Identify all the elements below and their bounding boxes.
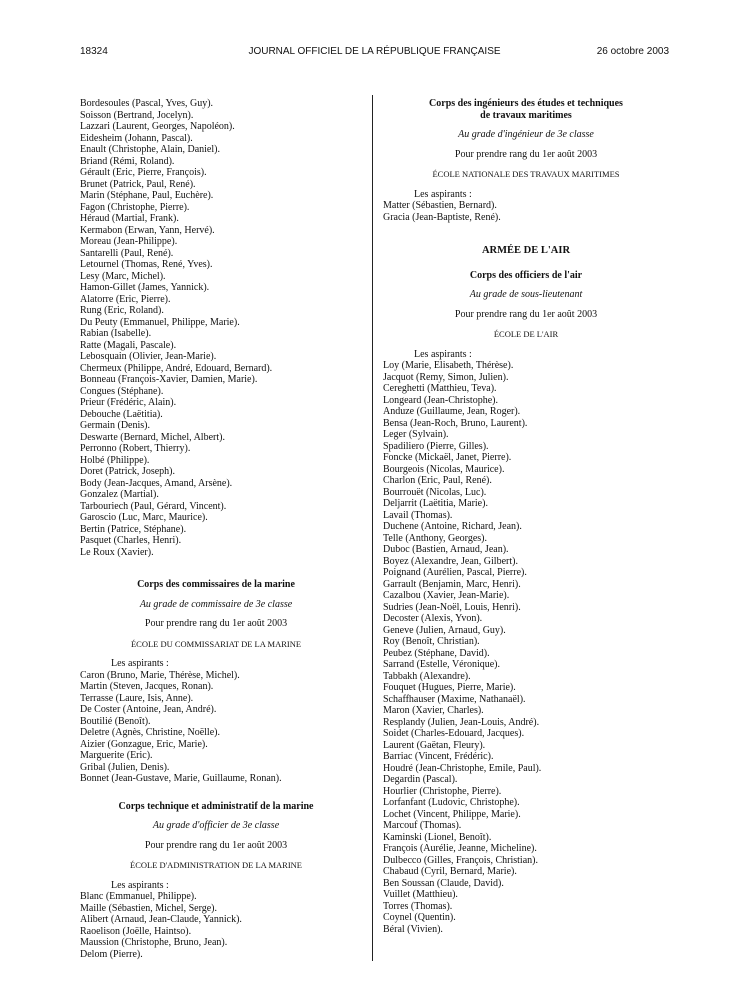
aspirants-label: Les aspirants : bbox=[414, 348, 472, 360]
name-entry: Loy (Marie, Elisabeth, Thérèse). bbox=[383, 360, 514, 371]
name-entry: Body (Jean-Jacques, Amand, Arsène). bbox=[80, 477, 233, 489]
name-entry: Ben Soussan (Claude, David). bbox=[383, 877, 504, 889]
name-entry: Lesy (Marc, Michel). bbox=[80, 270, 166, 282]
name-entry: Béral (Vivien). bbox=[383, 923, 443, 935]
name-entry: Lebosquain (Olivier, Jean-Marie). bbox=[80, 351, 217, 362]
section-title-commissaires: Corps des commissaires de la marine bbox=[137, 579, 295, 590]
name-entry: Chabaud (Cyril, Bernard, Marie). bbox=[383, 866, 517, 877]
name-entry: Dulbecco (Gilles, François, Christian). bbox=[383, 854, 538, 866]
name-entry: Rung (Eric, Roland). bbox=[80, 305, 164, 316]
name-entry: Roy (Benoît, Christian). bbox=[383, 636, 480, 647]
name-entry: Lavail (Thomas). bbox=[383, 509, 453, 521]
name-entry: Lorfanfant (Ludovic, Christophe). bbox=[383, 797, 520, 808]
name-entry: Cereghetti (Matthieu, Teva). bbox=[383, 383, 497, 394]
name-entry: Hamon-Gillet (James, Yannick). bbox=[80, 282, 210, 293]
name-entry: Bertin (Patrice, Stéphane). bbox=[80, 523, 187, 535]
name-entry: Sarrand (Estelle, Véronique). bbox=[383, 659, 500, 670]
name-entry: Germain (Denis). bbox=[80, 420, 150, 431]
name-entry: Moreau (Jean-Philippe). bbox=[80, 236, 178, 247]
page-number: 18324 bbox=[80, 46, 108, 57]
aspirants-label: Les aspirants : bbox=[414, 188, 472, 200]
name-entry: Charlon (Eric, Paul, René). bbox=[383, 475, 492, 486]
name-entry: Héraud (Martial, Frank). bbox=[80, 213, 179, 224]
name-entry: Deljarrit (Laëtitia, Marie). bbox=[383, 498, 488, 509]
name-entry: Blanc (Emmanuel, Philippe). bbox=[80, 891, 197, 902]
grade-line: Au grade d'officier de 3e classe bbox=[152, 820, 280, 831]
ecole-heading: ÉCOLE NATIONALE DES TRAVAUX MARITIMES bbox=[432, 169, 620, 179]
name-entry: Fagon (Christophe, Pierre). bbox=[80, 201, 190, 213]
name-entry: Garoscio (Luc, Marc, Maurice). bbox=[80, 512, 208, 523]
name-entry: Congues (Stéphane). bbox=[80, 385, 164, 397]
name-entry: Bourrouët (Nicolas, Luc). bbox=[383, 486, 487, 498]
column-divider bbox=[372, 95, 373, 961]
section-title-ingenieurs-line1: Corps des ingénieurs des études et techniques bbox=[429, 98, 623, 109]
name-entry: Deswarte (Bernard, Michel, Albert). bbox=[80, 431, 225, 443]
name-entry: Rabian (Isabelle). bbox=[80, 328, 152, 339]
journal-title: JOURNAL OFFICIEL DE LA RÉPUBLIQUE FRANÇAISE bbox=[248, 46, 501, 57]
left-column bbox=[80, 98, 352, 960]
name-entry: Geneve (Julien, Arnaud, Guy). bbox=[383, 624, 506, 636]
name-entry: Boutilié (Benoît). bbox=[80, 715, 151, 727]
name-entry: Aizier (Gonzague, Eric, Marie). bbox=[80, 738, 208, 750]
name-entry: De Coster (Antoine, Jean, André). bbox=[80, 704, 217, 715]
name-list-technique bbox=[80, 891, 352, 960]
name-entry: Marcouf (Thomas). bbox=[383, 820, 462, 831]
name-entry: Bordesoules (Pascal, Yves, Guy). bbox=[80, 98, 214, 109]
name-entry: Le Roux (Xavier). bbox=[80, 546, 154, 558]
armee-heading: ARMÉE DE L'AIR bbox=[481, 245, 571, 256]
name-entry: Terrasse (Laure, Isis, Anne). bbox=[80, 692, 194, 704]
name-entry: Delom (Pierre). bbox=[80, 948, 143, 960]
section-title-ingenieurs-line2: de travaux maritimes bbox=[480, 109, 572, 121]
name-entry: Santarelli (Paul, René). bbox=[80, 247, 174, 259]
rang-line: Pour prendre rang du 1er août 2003 bbox=[454, 308, 598, 320]
name-entry: Lochet (Vincent, Philippe, Marie). bbox=[383, 808, 521, 820]
name-entry: Maussion (Christophe, Bruno, Jean). bbox=[80, 937, 228, 948]
section-title-officiers-air: Corps des officiers de l'air bbox=[469, 269, 583, 281]
name-entry: Duchene (Antoine, Richard, Jean). bbox=[383, 521, 522, 532]
name-entry: Anduze (Guillaume, Jean, Roger). bbox=[383, 406, 521, 417]
name-entry: Bonneau (François-Xavier, Damien, Marie). bbox=[80, 374, 258, 385]
name-entry: Duboc (Bastien, Arnaud, Jean). bbox=[383, 544, 509, 555]
name-entry: Barriac (Vincent, Frédéric). bbox=[383, 751, 494, 762]
name-entry: Gonzalez (Martial). bbox=[80, 489, 159, 500]
name-entry: Gracia (Jean-Baptiste, René). bbox=[383, 211, 501, 223]
ecole-heading: ÉCOLE DE L'AIR bbox=[493, 329, 559, 339]
aspirants-label: Les aspirants : bbox=[111, 879, 169, 891]
name-entry: Kermabon (Erwan, Yann, Hervé). bbox=[80, 224, 215, 236]
name-entry: Houdré (Jean-Christophe, Emile, Paul). bbox=[383, 762, 542, 774]
name-entry: Bonnet (Jean-Gustave, Marie, Guillaume, Ronan). bbox=[80, 773, 282, 784]
name-entry: Longeard (Jean-Christophe). bbox=[383, 394, 498, 406]
name-entry: Holbé (Philippe). bbox=[80, 454, 150, 466]
name-entry: François (Aurélie, Jeanne, Micheline). bbox=[383, 843, 537, 854]
name-entry: Brunet (Patrick, Paul, René). bbox=[80, 178, 196, 190]
name-entry: Du Peuty (Emmanuel, Philippe, Marie). bbox=[80, 316, 240, 328]
name-entry: Matter (Sébastien, Bernard). bbox=[383, 200, 497, 211]
name-entry: Coynel (Quentin). bbox=[383, 912, 456, 923]
name-entry: Raoelison (Joëlle, Haintso). bbox=[80, 925, 192, 937]
name-entry: Boyez (Alexandre, Jean, Gilbert). bbox=[383, 555, 518, 567]
name-entry: Laurent (Gaëtan, Fleury). bbox=[383, 739, 486, 751]
name-entry: Soidet (Charles-Edouard, Jacques). bbox=[383, 728, 525, 739]
name-entry: Decoster (Alexis, Yvon). bbox=[383, 613, 483, 624]
name-entry: Ratte (Magali, Pascale). bbox=[80, 339, 177, 351]
name-entry: Cazalbou (Xavier, Jean-Marie). bbox=[383, 590, 510, 601]
grade-line: Au grade d'ingénieur de 3e classe bbox=[458, 129, 594, 140]
name-entry: Doret (Patrick, Joseph). bbox=[80, 466, 175, 477]
name-entry: Tarbouriech (Paul, Gérard, Vincent). bbox=[80, 500, 227, 512]
name-entry: Foncke (Mickaël, Janet, Pierre). bbox=[383, 452, 512, 463]
rang-line: Pour prendre rang du 1er août 2003 bbox=[144, 618, 288, 629]
name-list-ingenieurs bbox=[383, 200, 669, 223]
name-list-commissaires bbox=[80, 670, 352, 785]
right-column bbox=[383, 98, 669, 935]
name-entry: Vuillet (Matthieu). bbox=[383, 889, 458, 900]
name-entry: Marin (Stéphane, Paul, Euchère). bbox=[80, 190, 214, 201]
name-entry: Telle (Anthony, Georges). bbox=[383, 532, 487, 544]
name-entry: Bourgeois (Nicolas, Maurice). bbox=[383, 463, 505, 475]
name-entry: Bensa (Jean-Roch, Bruno, Laurent). bbox=[383, 417, 528, 429]
name-entry: Letournel (Thomas, René, Yves). bbox=[80, 259, 213, 270]
name-entry: Debouche (Laëtitia). bbox=[80, 408, 163, 420]
name-entry: Kaminski (Lionel, Benoît). bbox=[383, 831, 492, 843]
name-entry: Enault (Christophe, Alain, Daniel). bbox=[80, 144, 220, 155]
name-entry: Poignand (Aurélien, Pascal, Pierre). bbox=[383, 567, 527, 578]
rang-line: Pour prendre rang du 1er août 2003 bbox=[454, 148, 598, 160]
name-entry: Alibert (Arnaud, Jean-Claude, Yannick). bbox=[80, 914, 242, 925]
name-entry: Briand (Rémi, Roland). bbox=[80, 155, 175, 167]
name-entry: Deletre (Agnès, Christine, Noëlle). bbox=[80, 727, 220, 738]
name-entry: Hourlier (Christophe, Pierre). bbox=[383, 785, 502, 797]
rang-line: Pour prendre rang du 1er août 2003 bbox=[144, 839, 288, 851]
publication-date: 26 octobre 2003 bbox=[596, 46, 669, 57]
name-entry: Spadiliero (Pierre, Gilles). bbox=[383, 440, 489, 452]
name-entry: Degardin (Pascal). bbox=[383, 774, 458, 785]
name-entry: Maille (Sébastien, Michel, Serge). bbox=[80, 902, 218, 914]
name-entry: Torres (Thomas). bbox=[383, 900, 453, 912]
name-entry: Gérault (Eric, Pierre, François). bbox=[80, 167, 207, 178]
name-entry: Martin (Steven, Jacques, Ronan). bbox=[80, 681, 214, 692]
name-entry: Alatorre (Eric, Pierre). bbox=[80, 293, 171, 305]
name-entry: Maron (Xavier, Charles). bbox=[383, 705, 484, 716]
name-entry: Perronno (Robert, Thierry). bbox=[80, 443, 191, 454]
name-entry: Jacquot (Remy, Simon, Julien). bbox=[383, 371, 509, 383]
name-entry: Leger (Sylvain). bbox=[383, 429, 449, 440]
name-entry: Tabbakh (Alexandre). bbox=[383, 670, 471, 682]
name-entry: Garrault (Benjamin, Marc, Henri). bbox=[383, 578, 521, 590]
name-entry: Gribal (Julien, Denis). bbox=[80, 761, 170, 773]
name-entry: Caron (Bruno, Marie, Thérèse, Michel). bbox=[80, 669, 240, 681]
name-entry: Fouquet (Hugues, Pierre, Marie). bbox=[383, 682, 516, 693]
name-entry: Prieur (Frédéric, Alain). bbox=[80, 397, 177, 408]
section-title-technique: Corps technique et administratif de la marine bbox=[118, 800, 314, 812]
name-list-continued bbox=[80, 98, 352, 558]
name-entry: Eidesheim (Johann, Pascal). bbox=[80, 132, 193, 144]
grade-line: Au grade de sous-lieutenant bbox=[469, 289, 583, 300]
ecole-heading: ÉCOLE DU COMMISSARIAT DE LA MARINE bbox=[130, 638, 302, 649]
name-entry: Lazzari (Laurent, Georges, Napoléon). bbox=[80, 121, 235, 132]
page-header bbox=[80, 46, 669, 60]
name-entry: Marguerite (Eric). bbox=[80, 750, 153, 761]
name-entry: Peubez (Stéphane, David). bbox=[383, 647, 490, 659]
name-entry: Chermeux (Philippe, André, Edouard, Bernard). bbox=[80, 362, 273, 374]
grade-line: Au grade de commissaire de 3e classe bbox=[139, 598, 293, 610]
name-entry: Pasquet (Charles, Henri). bbox=[80, 535, 182, 546]
name-entry: Soisson (Bertrand, Jocelyn). bbox=[80, 109, 194, 121]
aspirants-label: Les aspirants : bbox=[111, 658, 169, 669]
name-entry: Sudries (Jean-Noël, Louis, Henri). bbox=[383, 601, 521, 613]
name-entry: Resplandy (Julien, Jean-Louis, André). bbox=[383, 716, 540, 728]
name-entry: Schaffhauser (Maxime, Nathanaël). bbox=[383, 693, 526, 705]
ecole-heading: ÉCOLE D'ADMINISTRATION DE LA MARINE bbox=[130, 860, 302, 870]
name-list-officiers-air bbox=[383, 360, 669, 935]
